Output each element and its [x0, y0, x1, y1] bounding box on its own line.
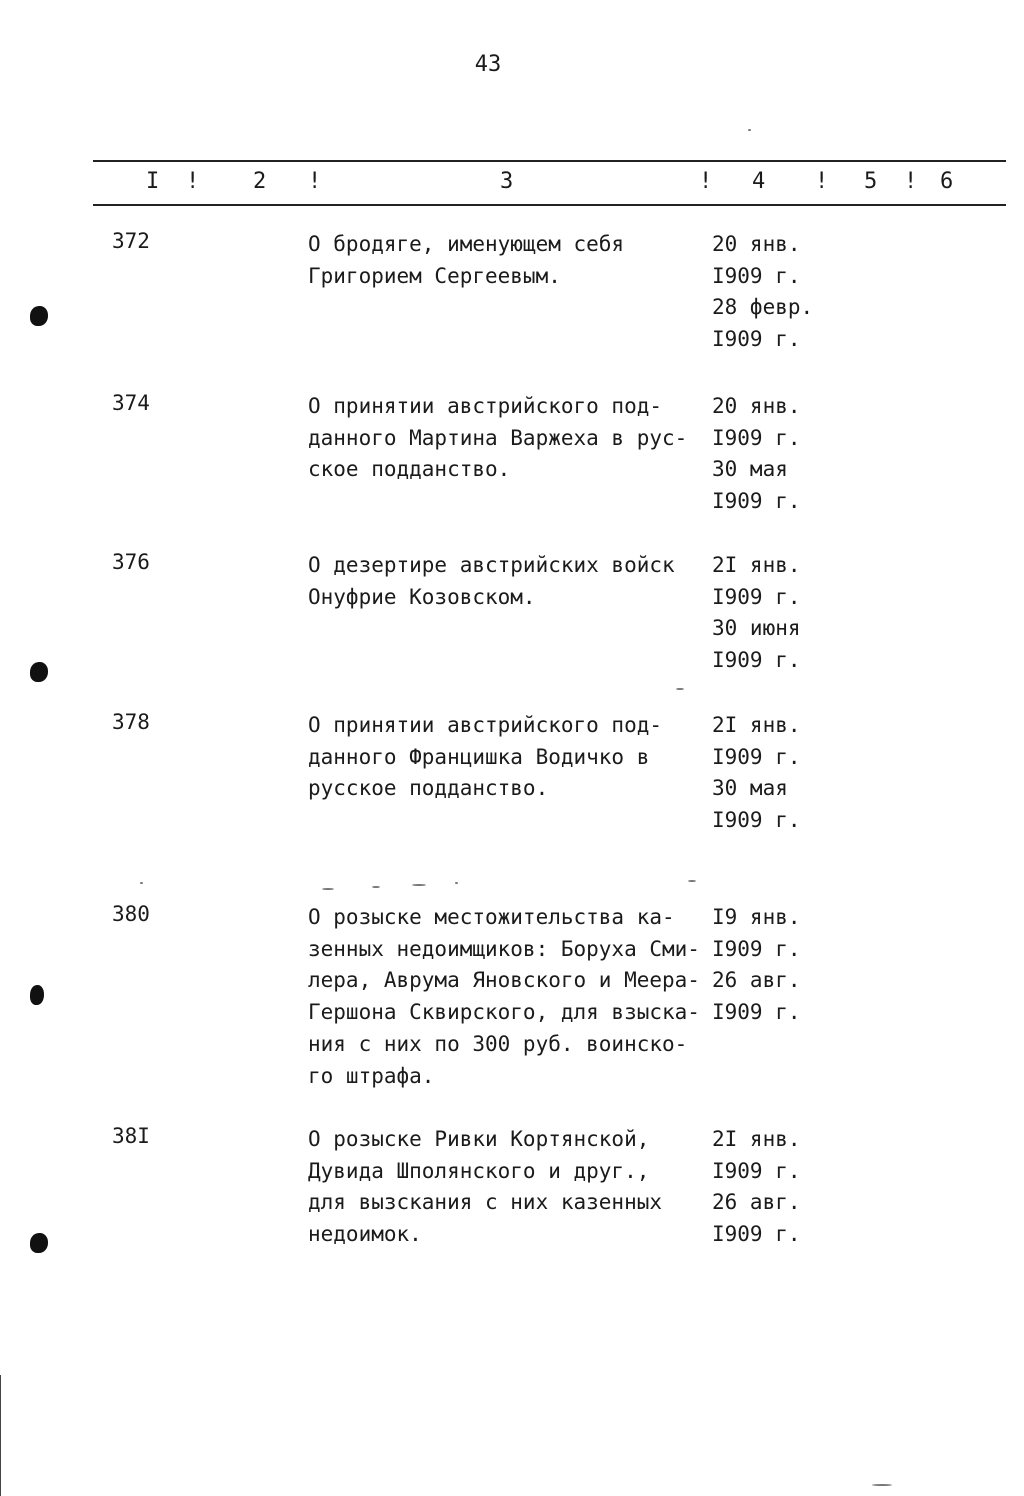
start-date-day: 2I янв. [712, 1127, 801, 1151]
end-date-day: 30 мая [712, 457, 788, 482]
end-date-year: I909 г. [712, 489, 801, 514]
description-line: зенных недоимщиков: Боруха Сми- [308, 936, 700, 961]
scan-speck [372, 886, 380, 888]
left-margin-line [0, 1375, 1, 1496]
description-line: О принятии австрийского под- [308, 713, 663, 737]
page-number: 43 [474, 52, 502, 77]
start-date-year: I909 г. [712, 263, 801, 288]
end-date-day: 28 февр. [712, 295, 814, 320]
end-date-day: 30 июня [712, 616, 801, 641]
column-header-6: 6 [940, 169, 954, 194]
end-date-year: I909 г. [712, 1000, 801, 1025]
start-date-year: I909 г. [712, 425, 801, 450]
punch-hole [30, 1233, 48, 1253]
punch-hole [30, 306, 48, 326]
scan-speck [748, 129, 751, 131]
end-date-day: 30 мая [712, 776, 788, 801]
entry-dates [712, 229, 813, 356]
description-line: го штрафа. [308, 1063, 435, 1088]
punch-hole [30, 662, 48, 682]
column-separator: ! [308, 169, 322, 194]
entry-description [308, 902, 700, 1092]
start-date-year: I909 г. [712, 584, 801, 609]
start-date-day: 20 янв. [712, 394, 801, 418]
description-line: для вызскания с них казенных [308, 1190, 663, 1215]
start-date-year: I909 г. [712, 744, 801, 769]
scan-speck [676, 688, 684, 690]
description-line: недоимок. [308, 1222, 422, 1247]
column-separator: ! [186, 169, 200, 194]
start-date-day: I9 янв. [712, 905, 801, 929]
end-date-day: 26 авг. [712, 1190, 801, 1215]
end-date-day: 26 авг. [712, 968, 801, 993]
entry-description [308, 391, 687, 486]
end-date-year: I909 г. [712, 1222, 801, 1247]
description-line: О розыске местожительства ка- [308, 905, 675, 929]
description-line: Дувида Шполянского и друг., [308, 1158, 650, 1183]
table-header [0, 169, 1024, 197]
description-line: ское подданство. [308, 457, 511, 482]
scan-speck [322, 888, 334, 890]
description-line: Григорием Сергеевым. [308, 263, 561, 288]
scan-speck [688, 880, 696, 882]
description-line: Онуфрие Козовском. [308, 584, 536, 609]
entry-number: 372 [112, 229, 150, 253]
entry-number: 378 [112, 710, 150, 734]
start-date-year: I909 г. [712, 1158, 801, 1183]
description-line: Гершона Сквирского, для взыска- [308, 1000, 700, 1025]
entry-dates [712, 550, 801, 677]
entry-description [308, 710, 662, 805]
end-date-year: I909 г. [712, 327, 801, 352]
description-line: О розыске Ривки Кортянской, [308, 1127, 650, 1151]
description-line: лера, Аврума Яновского и Меера- [308, 968, 700, 993]
end-date-year: I909 г. [712, 648, 801, 673]
entry-dates [712, 710, 801, 837]
column-separator: ! [699, 169, 713, 194]
entry-description [308, 229, 624, 292]
description-line: О дезертире австрийских войск [308, 553, 675, 577]
column-separator: ! [815, 169, 829, 194]
column-header-4: 4 [752, 169, 766, 194]
column-header-2: 2 [253, 169, 267, 194]
start-date-day: 2I янв. [712, 553, 801, 577]
end-date-year: I909 г. [712, 808, 801, 833]
start-date-day: 2I янв. [712, 713, 801, 737]
table-top-rule [93, 160, 1006, 162]
description-line: О бродяге, именующем себя [308, 232, 625, 256]
column-header-3: 3 [500, 169, 514, 194]
entry-dates [712, 902, 801, 1029]
entry-number: 380 [112, 902, 150, 926]
column-separator: ! [904, 169, 918, 194]
column-header-1: I [146, 169, 160, 194]
scan-speck [412, 884, 426, 886]
entry-number: 374 [112, 391, 150, 415]
scan-speck [455, 882, 458, 884]
column-header-5: 5 [864, 169, 878, 194]
start-date-day: 20 янв. [712, 232, 801, 256]
description-line: ния с них по 300 руб. воинско- [308, 1031, 688, 1056]
entry-number: 38I [112, 1124, 150, 1148]
punch-hole [30, 985, 44, 1005]
description-line: О принятии австрийского под- [308, 394, 663, 418]
entry-number: 376 [112, 550, 150, 574]
description-line: данного Францишка Водичко в [308, 744, 650, 769]
table-header-rule [93, 204, 1006, 206]
description-line: русское подданство. [308, 776, 549, 801]
start-date-year: I909 г. [712, 936, 801, 961]
entry-dates [712, 391, 801, 518]
entry-description [308, 1124, 662, 1251]
scan-speck [140, 882, 143, 884]
entry-dates [712, 1124, 801, 1251]
entry-description [308, 550, 675, 613]
description-line: данного Мартина Варжеха в рус- [308, 425, 688, 450]
scan-speck [872, 1484, 892, 1486]
